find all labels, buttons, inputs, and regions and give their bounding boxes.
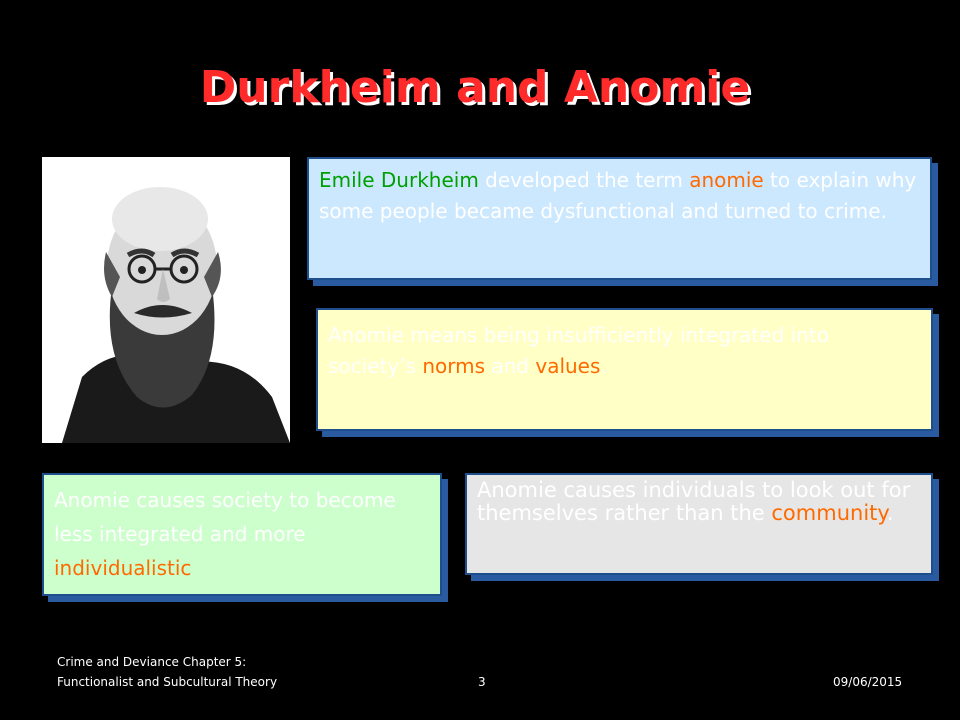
box4-text: Anomie causes individuals to look out for themselves rather than the: [477, 478, 911, 525]
norms-highlight: norms: [422, 354, 486, 378]
durkheim-portrait: [42, 157, 290, 443]
box2-and: and: [485, 354, 536, 378]
box1-text-end: to explain why some people became dysfunctional and turned to crime.: [319, 168, 917, 223]
community-highlight: community: [771, 501, 887, 525]
durkheim-name-highlight: Emile Durkheim: [319, 168, 479, 192]
footer-date: 09/06/2015: [833, 675, 903, 689]
box3-text: Anomie causes society to become less integrated and more: [54, 488, 396, 546]
box2-text: Anomie means being insufficiently integrated into society’s: [328, 323, 829, 378]
anomie-meaning-box: [316, 308, 933, 431]
footer-page-number: 3: [478, 675, 486, 689]
society-effect-box: [42, 473, 442, 596]
box1-text: developed the term: [478, 168, 690, 192]
anomie-term-highlight: anomie: [689, 168, 764, 192]
individualistic-highlight: individualistic: [54, 556, 192, 580]
box2-period: .: [600, 354, 607, 378]
box4-period: .: [886, 501, 894, 525]
slide-title: Durkheim and Anomie: [199, 62, 751, 113]
individual-effect-box: [465, 473, 933, 575]
portrait-image: [42, 157, 290, 443]
footer-chapter-title: Crime and Deviance Chapter 5: Functionalist and Subcultural Theory: [57, 655, 278, 689]
values-highlight: values: [535, 354, 601, 378]
durkheim-definition-box: [307, 157, 932, 280]
